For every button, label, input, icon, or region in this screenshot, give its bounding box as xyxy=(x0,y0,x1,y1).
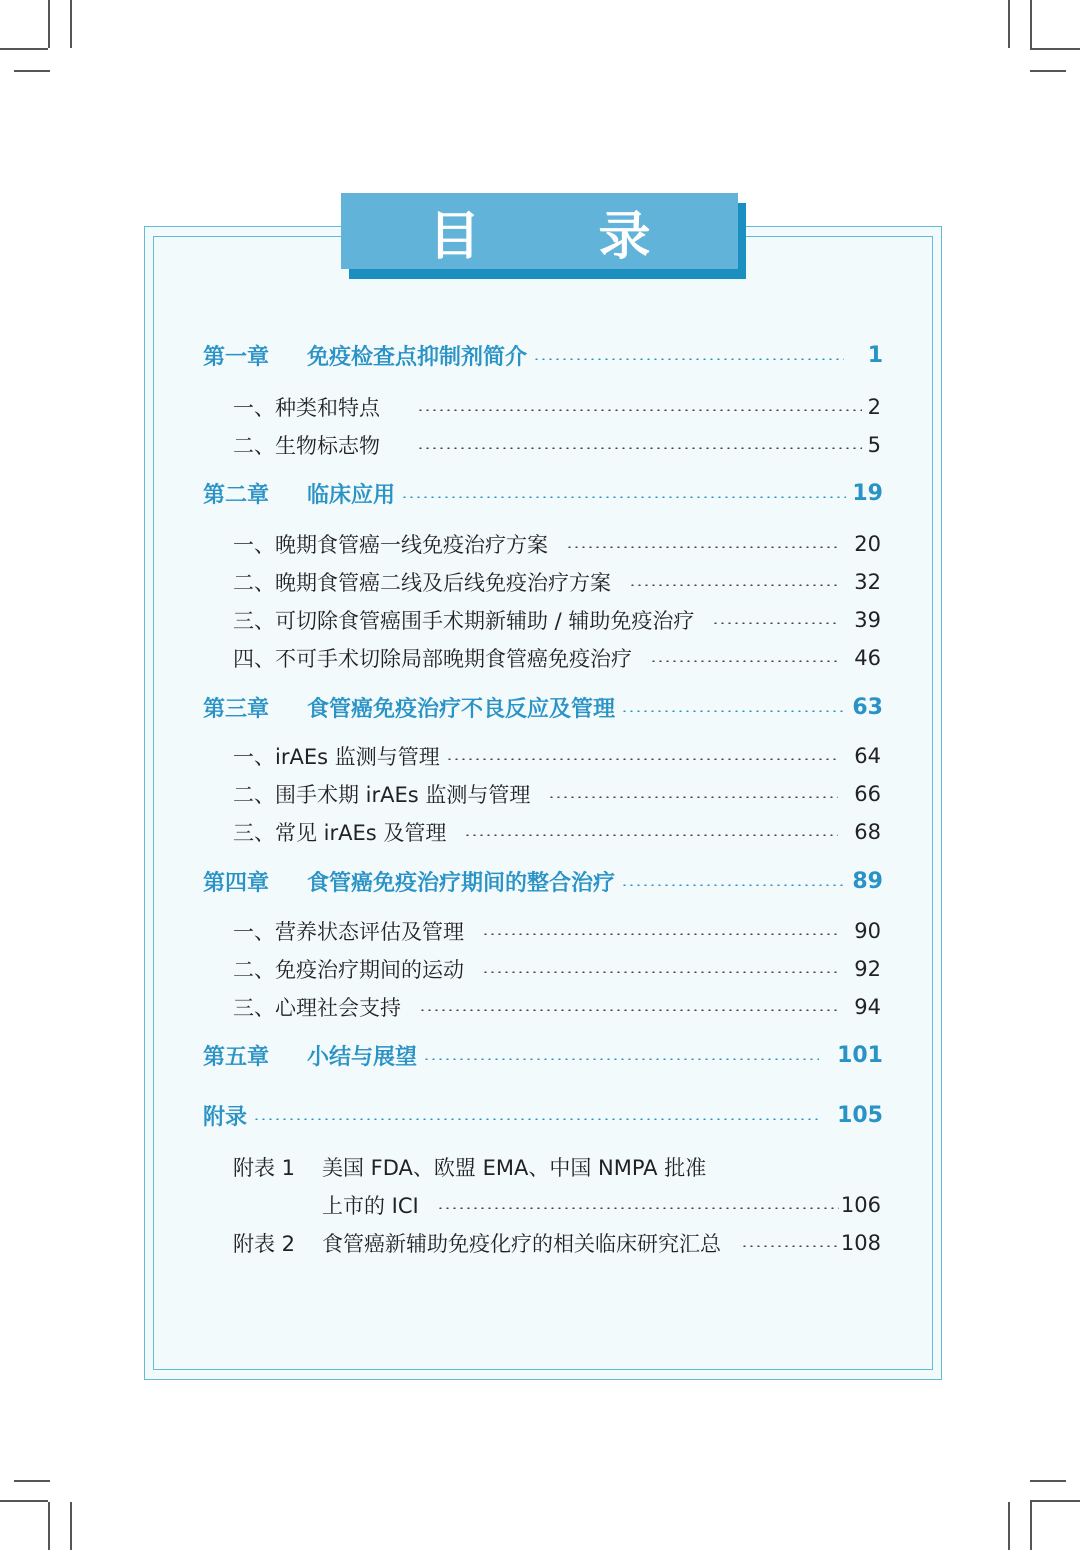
section-page: 90 xyxy=(854,919,881,943)
toc-chapter[interactable] xyxy=(203,692,883,723)
dot-leader xyxy=(621,710,846,712)
toc-section[interactable] xyxy=(233,741,881,771)
crop-mark xyxy=(0,1500,48,1502)
chapter-title: 小结与展望 xyxy=(307,1045,418,1070)
section-title: 一、营养状态评估及管理 xyxy=(233,920,464,944)
chapter-number: 第一章 xyxy=(203,345,270,370)
chapter-page: 89 xyxy=(852,869,883,894)
crop-mark xyxy=(14,70,50,72)
section-title: 四、不可手术切除局部晚期食管癌免疫治疗 xyxy=(233,647,632,671)
toc-chapter[interactable] xyxy=(203,866,883,897)
chapter-number: 第二章 xyxy=(203,483,270,508)
dot-leader xyxy=(417,409,862,411)
crop-mark xyxy=(1030,0,1032,48)
dot-leader xyxy=(437,1207,839,1209)
section-page: 68 xyxy=(854,820,881,844)
chapter-title: 免疫检查点抑制剂简介 xyxy=(307,345,528,370)
section-page: 92 xyxy=(854,957,881,981)
appendix-table-title: 食管癌新辅助免疫化疗的相关临床研究汇总 xyxy=(322,1232,721,1256)
crop-mark xyxy=(70,1502,72,1550)
toc-appendix[interactable] xyxy=(203,1100,883,1131)
appendix-table-label: 附表 2 xyxy=(233,1232,296,1256)
appendix-table-entry[interactable] xyxy=(233,1152,706,1182)
chapter-number: 第五章 xyxy=(203,1045,270,1070)
crop-mark xyxy=(1030,1500,1080,1502)
dot-leader xyxy=(401,496,846,498)
section-page: 20 xyxy=(854,532,881,556)
appendix-table-page: 108 xyxy=(840,1231,881,1255)
chapter-page: 101 xyxy=(837,1043,883,1068)
crop-mark xyxy=(0,48,48,50)
toc-section[interactable] xyxy=(233,567,881,597)
toc-section[interactable] xyxy=(233,992,881,1022)
dot-leader xyxy=(446,758,839,760)
crop-mark xyxy=(48,0,50,48)
appendix-table-entry[interactable] xyxy=(233,1228,881,1258)
chapter-number: 第四章 xyxy=(203,871,270,896)
dot-leader xyxy=(482,933,838,935)
section-page: 64 xyxy=(854,744,881,768)
appendix-table-page: 106 xyxy=(840,1193,881,1217)
chapter-title: 食管癌免疫治疗不良反应及管理 xyxy=(307,697,616,722)
chapter-number: 第三章 xyxy=(203,697,270,722)
dot-leader xyxy=(423,1058,819,1060)
appendix-title: 附录 xyxy=(203,1105,248,1130)
appendix-table-title: 美国 FDA、欧盟 EMA、中国 NMPA 批准 xyxy=(322,1156,707,1180)
crop-mark xyxy=(1030,48,1080,50)
dot-leader xyxy=(417,447,862,449)
appendix-table-entry-cont[interactable] xyxy=(322,1190,881,1220)
dot-leader xyxy=(464,834,838,836)
toc-section[interactable] xyxy=(233,605,881,635)
toc-section[interactable] xyxy=(233,779,881,809)
appendix-table-label: 附表 1 xyxy=(233,1156,296,1180)
toc-section[interactable] xyxy=(233,817,881,847)
toc-section[interactable] xyxy=(233,916,881,946)
crop-mark xyxy=(1030,70,1066,72)
title-banner xyxy=(341,193,738,269)
dot-leader xyxy=(741,1245,839,1247)
section-title: 一、晚期食管癌一线免疫治疗方案 xyxy=(233,533,548,557)
page-title: 目 录 xyxy=(428,206,701,267)
chapter-title: 食管癌免疫治疗期间的整合治疗 xyxy=(307,871,616,896)
crop-mark xyxy=(1008,0,1010,48)
toc-section[interactable] xyxy=(233,954,881,984)
crop-mark xyxy=(1008,1502,1010,1550)
dot-leader xyxy=(419,1009,838,1011)
chapter-page: 1 xyxy=(867,343,883,368)
appendix-table-title-line2: 上市的 ICI xyxy=(322,1194,419,1218)
section-title: 二、围手术期 irAEs 监测与管理 xyxy=(233,783,531,807)
section-title: 一、种类和特点 xyxy=(233,396,380,420)
section-page: 94 xyxy=(854,995,881,1019)
dot-leader xyxy=(712,622,838,624)
section-title: 二、免疫治疗期间的运动 xyxy=(233,958,464,982)
section-title: 一、irAEs 监测与管理 xyxy=(233,745,440,769)
toc-chapter[interactable] xyxy=(203,1040,883,1071)
dot-leader xyxy=(621,884,846,886)
crop-mark xyxy=(1030,1502,1032,1550)
section-title: 二、晚期食管癌二线及后线免疫治疗方案 xyxy=(233,571,611,595)
appendix-page: 105 xyxy=(837,1103,883,1128)
crop-mark xyxy=(70,0,72,48)
chapter-title: 临床应用 xyxy=(307,483,396,508)
toc-chapter[interactable] xyxy=(203,478,883,509)
toc-section[interactable] xyxy=(233,643,881,673)
section-page: 2 xyxy=(867,395,881,419)
toc-section[interactable] xyxy=(233,392,881,422)
dot-leader xyxy=(629,584,838,586)
chapter-page: 19 xyxy=(852,481,883,506)
dot-leader xyxy=(650,660,838,662)
toc-section[interactable] xyxy=(233,529,881,559)
dot-leader xyxy=(253,1118,819,1120)
section-title: 三、心理社会支持 xyxy=(233,996,401,1020)
crop-mark xyxy=(14,1480,50,1482)
dot-leader xyxy=(482,971,838,973)
section-page: 46 xyxy=(854,646,881,670)
section-title: 三、常见 irAEs 及管理 xyxy=(233,821,447,845)
crop-mark xyxy=(1030,1480,1066,1482)
section-title: 三、可切除食管癌围手术期新辅助 / 辅助免疫治疗 xyxy=(233,609,695,633)
toc-chapter[interactable] xyxy=(203,340,883,371)
dot-leader xyxy=(566,546,838,548)
dot-leader xyxy=(533,358,844,360)
chapter-page: 63 xyxy=(852,695,883,720)
section-page: 39 xyxy=(854,608,881,632)
section-page: 32 xyxy=(854,570,881,594)
crop-mark xyxy=(48,1502,50,1550)
section-title: 二、生物标志物 xyxy=(233,434,380,458)
dot-leader xyxy=(548,796,838,798)
section-page: 5 xyxy=(867,433,881,457)
toc-section[interactable] xyxy=(233,430,881,460)
section-page: 66 xyxy=(854,782,881,806)
